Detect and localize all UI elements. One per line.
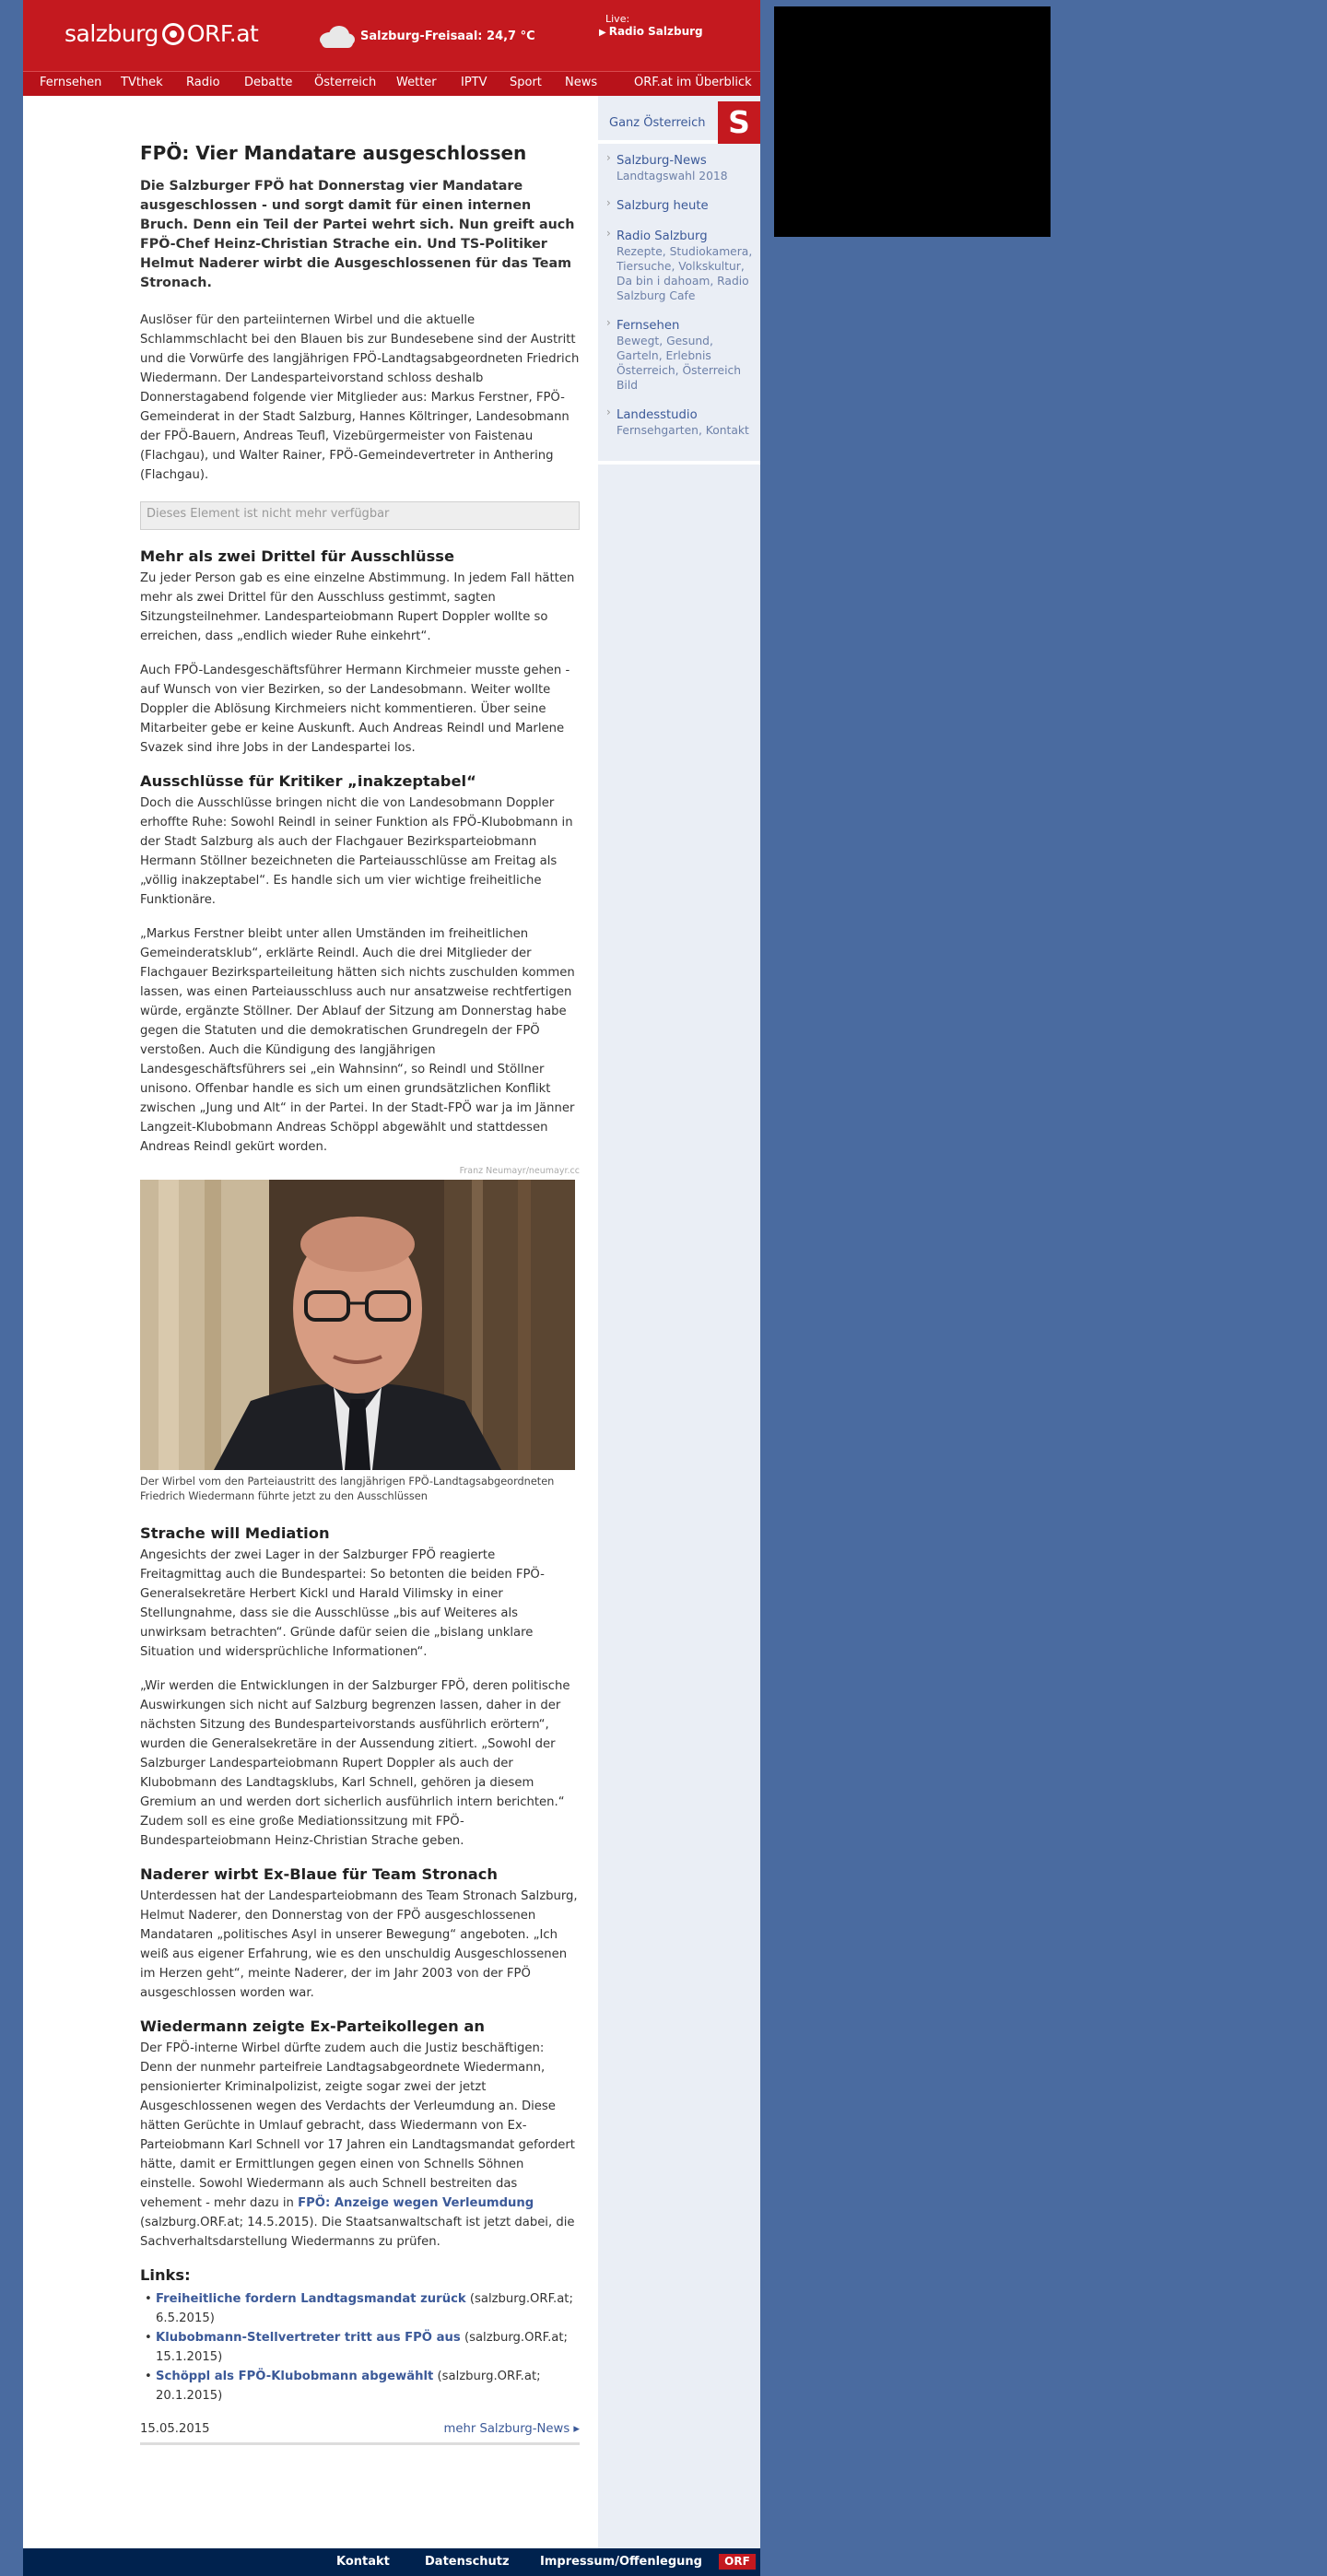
weather-text: Salzburg-Freisaal: 24,7 °C (360, 29, 535, 43)
nav-item-wetter[interactable]: Wetter (396, 76, 437, 89)
sidebar-subitems[interactable]: Landtagswahl 2018 (617, 170, 728, 182)
article-paragraph: Unterdessen hat der Landesparteiobmann des Team Stronach Salzburg, Helmut Naderer, den Donnerstag von der FPÖ ausgeschlossenen Mandataren „politisches Asyl in unserer Bewegung“ angeboten. „Ich weiß aus eigener Erfahrung, wie es den unschuldig Ausgeschlossenen im Herzen geht“, meinte Naderer, der im Jahr 2003 von der FPÖ ausgeschlossen worden war. (140, 1889, 578, 2000)
article-lead: Die Salzburger FPÖ hat Donnerstag vier Mandatare ausgeschlossen - und sorgt damit für einen internen Bruch. Denn ein Teil der Partei wehrt sich. Nun greift auch FPÖ-Chef Heinz-Christian Strache ein. Und TS-Politiker Helmut Naderer wirbt die Ausgeschlossenen für das Team Stronach. (140, 179, 575, 290)
weather-widget[interactable] (316, 23, 535, 49)
unavailable-element-notice: Dieses Element ist nicht mehr verfügbar (140, 501, 580, 530)
list-item (156, 2328, 580, 2367)
orf-footer-logo[interactable]: ORF (719, 2554, 756, 2570)
inline-link-anzeige[interactable]: FPÖ: Anzeige wegen Verleumdung (298, 2196, 534, 2210)
sidebar (598, 96, 760, 2548)
divider (140, 2442, 580, 2445)
footer-link-impressum[interactable]: Impressum/Offenlegung (540, 2555, 702, 2569)
photo-credit: Franz Neumayr/neumayr.cc (459, 1166, 580, 1176)
sidebar-header (598, 96, 760, 144)
ad-placeholder (774, 6, 1051, 237)
section-heading: Wiedermann zeigte Ex-Parteikollegen an (140, 2017, 485, 2035)
related-link[interactable]: Klubobmann-Stellvertreter tritt aus FPÖ aus (156, 2331, 461, 2345)
photo-caption: Der Wirbel vom den Parteiaustritt des langjährigen FPÖ-Landtagsabgeordneten Friedrich Wiedermann führte jetzt zu den Ausschlüssen (140, 1476, 555, 1502)
article-title: FPÖ: Vier Mandatare ausgeschlossen (140, 142, 527, 164)
site-header (23, 0, 760, 71)
nav-item-iptv[interactable]: IPTV (461, 76, 487, 89)
live-station: Radio Salzburg (608, 25, 703, 38)
site-footer (23, 2548, 760, 2576)
nav-item-orf-overview[interactable]: ORF.at im Überblick (634, 76, 752, 89)
related-link[interactable]: Schöppl als FPÖ-Klubobmann abgewählt (156, 2370, 434, 2383)
section-heading: Strache will Mediation (140, 1524, 330, 1542)
link-source: (salzburg.ORF.at; 20.1.2015) (156, 2370, 541, 2403)
nav-item-sport[interactable]: Sport (510, 76, 542, 89)
article-paragraph: Auch FPÖ-Landesgeschäftsführer Hermann Kirchmeier musste gehen - auf Wunsch von vier Bezirken, so der Landesobmann. Weiter wollte Doppler die Ablösung Kirchmeiers nicht kommentieren. Über seine Mitarbeiter gebe er keine Auskunft. Auch Andreas Reindl und Marlene Svazek sind ihre Jobs in der Landespartei los. (140, 664, 570, 755)
footer-link-kontakt[interactable]: Kontakt (336, 2555, 390, 2569)
article-paragraph: Angesichts der zwei Lager in der Salzburger FPÖ reagierte Freitagmittag auch die Bundespartei: So betonten die beiden FPÖ-Generalsekretäre Herbert Kickl und Harald Vilimsky in einer Stellungnahme, dass sie die Ausschlüsse „bis auf Weiteres als unwirksam betrachten“. Gründe dafür seien die „bislang unklare Situation und widersprüchliche Informationen“. (140, 1548, 545, 1659)
paragraph-text: (salzburg.ORF.at; 14.5.2015). Die Staatsanwaltschaft ist jetzt dabei, die Sachverhaltsdarstellung Wiedermanns zu prüfen. (140, 2216, 575, 2249)
nav-item-news[interactable]: News (565, 76, 598, 89)
article-paragraph: Doch die Ausschlüsse bringen nicht die von Landesobmann Doppler erhoffte Ruhe: Sowohl Reindl in seiner Funktion als FPÖ-Klubobmann in der Stadt Salzburg als auch der Flachgauer Bezirksparteiobmann Hermann Stöllner bezeichneten die Parteiausschlüsse am Freitag als „völlig inakzeptabel“. Es handle sich um vier wichtige freiheitliche Funktionäre. (140, 796, 573, 907)
list-item (156, 2367, 580, 2405)
sidebar-item-fernsehen[interactable]: › Fernsehen (617, 319, 680, 333)
sidebar-item (617, 318, 760, 393)
portrait-illustration (140, 1180, 575, 1470)
sidebar-title[interactable]: Ganz Österreich (609, 116, 706, 130)
nav-item-tvthek[interactable]: TVthek (121, 76, 163, 89)
more-news-link[interactable]: mehr Salzburg-News ▸ (443, 2422, 580, 2436)
section-heading: Ausschlüsse für Kritiker „inakzeptabel“ (140, 772, 476, 790)
link-source: (salzburg.ORF.at; 15.1.2015) (156, 2331, 569, 2364)
nav-item-fernsehen[interactable]: Fernsehen (40, 76, 102, 89)
sidebar-item (617, 229, 760, 303)
content-area (23, 96, 753, 2548)
links-heading: Links: (140, 2266, 191, 2284)
sidebar-item (617, 198, 760, 214)
article-footer (140, 2420, 580, 2444)
article (140, 142, 580, 2444)
sidebar-subitems[interactable]: Fernsehgarten, Kontakt (617, 424, 749, 437)
article-paragraph: „Wir werden die Entwicklungen in der Salzburger FPÖ, deren politische Auswirkungen sich nicht auf Salzburg begrenzen lassen, daher in der nächsten Sitzung des Bundesparteivorstands ausführlich erörtern“, wurden die Generalsekretäre in der Aussendung zitiert. „Sowohl der Salzburger Landesparteiobmann Rupert Doppler als auch der Klubobmann des Landtagsklubs, Karl Schnell, gehören ja diesem Gremium an und werden dort sicherlich ausführlich intern berichten.“ Zudem soll es eine große Mediationssitzung mit FPÖ-Bundesparteiobmann Heinz-Christian Strache geben. (140, 1679, 570, 1848)
article-paragraph: „Markus Ferstner bleibt unter allen Umständen im freiheitlichen Gemeinderatsklub“, erklärte Reindl. Auch die drei Mitglieder der Flachgauer Bezirksparteileitung hätten sich nichts zuschulden kommen lassen, was einen Parteiausschluss auch nur ansatzweise rechtfertigen würde, ergänzte Stöllner. Der Ablauf der Sitzung am Donnerstag habe gegen die Statuten und die demokratischen Grundregeln der FPÖ verstoßen. Auch die Kündigung des langjährigen Landesgeschäftsführers sei „ein Wahnsinn“, so Reindl und Stöllner unisono. Offenbar handle es sich um einen grundsätzlichen Konflikt zwischen „Jung und Alt“ in der Partei. In der Stadt-FPÖ war ja im Jänner Langzeit-Klubobmann Andreas Schöppl abgewählt und stattdessen Andreas Reindl gekürt worden. (140, 927, 575, 1154)
nav-item-debatte[interactable]: Debatte (244, 76, 293, 89)
orf-salzburg-logo[interactable] (65, 20, 258, 47)
related-link[interactable]: Freiheitliche fordern Landtagsmandat zurück (156, 2292, 466, 2306)
article-paragraph: Zu jeder Person gab es eine einzelne Abstimmung. In jedem Fall hätten mehr als zwei Drittel für den Ausschluss gestimmt, sagten Sitzungsteilnehmer. Landesparteiobmann Rupert Doppler wollte so erreichen, dass „endlich wieder Ruhe einkehrt“. (140, 571, 575, 643)
sidebar-item-radio-salzburg[interactable]: › Radio Salzburg (617, 229, 708, 243)
salzburg-s-logo[interactable]: S (718, 101, 760, 144)
sidebar-list (598, 144, 760, 465)
nav-item-oesterreich[interactable]: Österreich (314, 76, 377, 89)
sidebar-item-salzburg-news[interactable]: › Salzburg-News (617, 154, 707, 168)
section-heading: Naderer wirbt Ex-Blaue für Team Stronach (140, 1865, 499, 1883)
related-links (140, 2289, 580, 2405)
cloud-icon (316, 23, 357, 49)
play-icon: ▶ (599, 28, 606, 38)
list-item (156, 2289, 580, 2328)
section-heading: Mehr als zwei Drittel für Ausschlüsse (140, 547, 455, 565)
paragraph-text: Der FPÖ-interne Wirbel dürfte zudem auch die Justiz beschäftigen: Denn der nunmehr parteifreie Landtagsabgeordnete Wiedermann, pensionierter Kriminalpolizist, zeigte sogar zwei der jetzt Ausgeschlossenen wegen des Verdachts der Verleumdung an. Diese hätten Gerüchte in Umlauf gebracht, dass Wiedermann von Ex-Parteiobmann Karl Schnell vor 17 Jahren ein Landtagsmandat gefordert hätte, damit er Ermittlungen gegen einen von Schnells Söhnen einstelle. Sowohl Wiedermann als auch Schnell bestreiten das vehement - mehr dazu in (140, 2041, 575, 2210)
sidebar-subitems[interactable]: Rezepte, Studiokamera, Tiersuche, Volkskultur, Da bin i dahoam, Radio Salzburg Cafe (617, 245, 753, 302)
sidebar-item (617, 407, 760, 438)
sidebar-item-landesstudio[interactable]: › Landesstudio (617, 408, 698, 422)
footer-link-datenschutz[interactable]: Datenschutz (425, 2555, 510, 2569)
article-date: 15.05.2015 (140, 2422, 210, 2436)
live-radio[interactable] (599, 13, 703, 38)
brand-region: salzburg (65, 20, 159, 47)
brand-orf: ORF.at (186, 20, 259, 47)
sidebar-item (617, 153, 760, 183)
main-nav (23, 71, 760, 96)
article-paragraph: Auslöser für den parteiinternen Wirbel und die aktuelle Schlammschlacht bei den Blauen bis zur Bundesebene sind der Austritt und die Vorwürfe des langjährigen FPÖ-Landtagsabgeordneten Friedrich Wiedermann. Der Landesparteivorstand schloss deshalb Donnerstagabend folgende vier Mitglieder aus: Markus Ferstner, FPÖ-Gemeinderat in der Stadt Salzburg, Hannes Költringer, Landesobmann der FPÖ-Bauern, Andreas Teufl, Vizebürgermeister von Faistenau (Flachgau), und Walter Rainer, FPÖ-Gemeindevertreter in Anthering (Flachgau). (140, 313, 580, 482)
live-label: Live: (605, 13, 630, 25)
orf-eye-icon (162, 23, 184, 45)
link-source: (salzburg.ORF.at; 6.5.2015) (156, 2292, 573, 2325)
sidebar-subitems[interactable]: Bewegt, Gesund, Garteln, Erlebnis Österreich, Österreich Bild (617, 335, 742, 392)
article-photo (140, 1180, 575, 1470)
nav-item-radio[interactable]: Radio (186, 76, 220, 89)
article-paragraph (140, 2039, 580, 2252)
sidebar-item-salzburg-heute[interactable]: › Salzburg heute (617, 199, 709, 213)
